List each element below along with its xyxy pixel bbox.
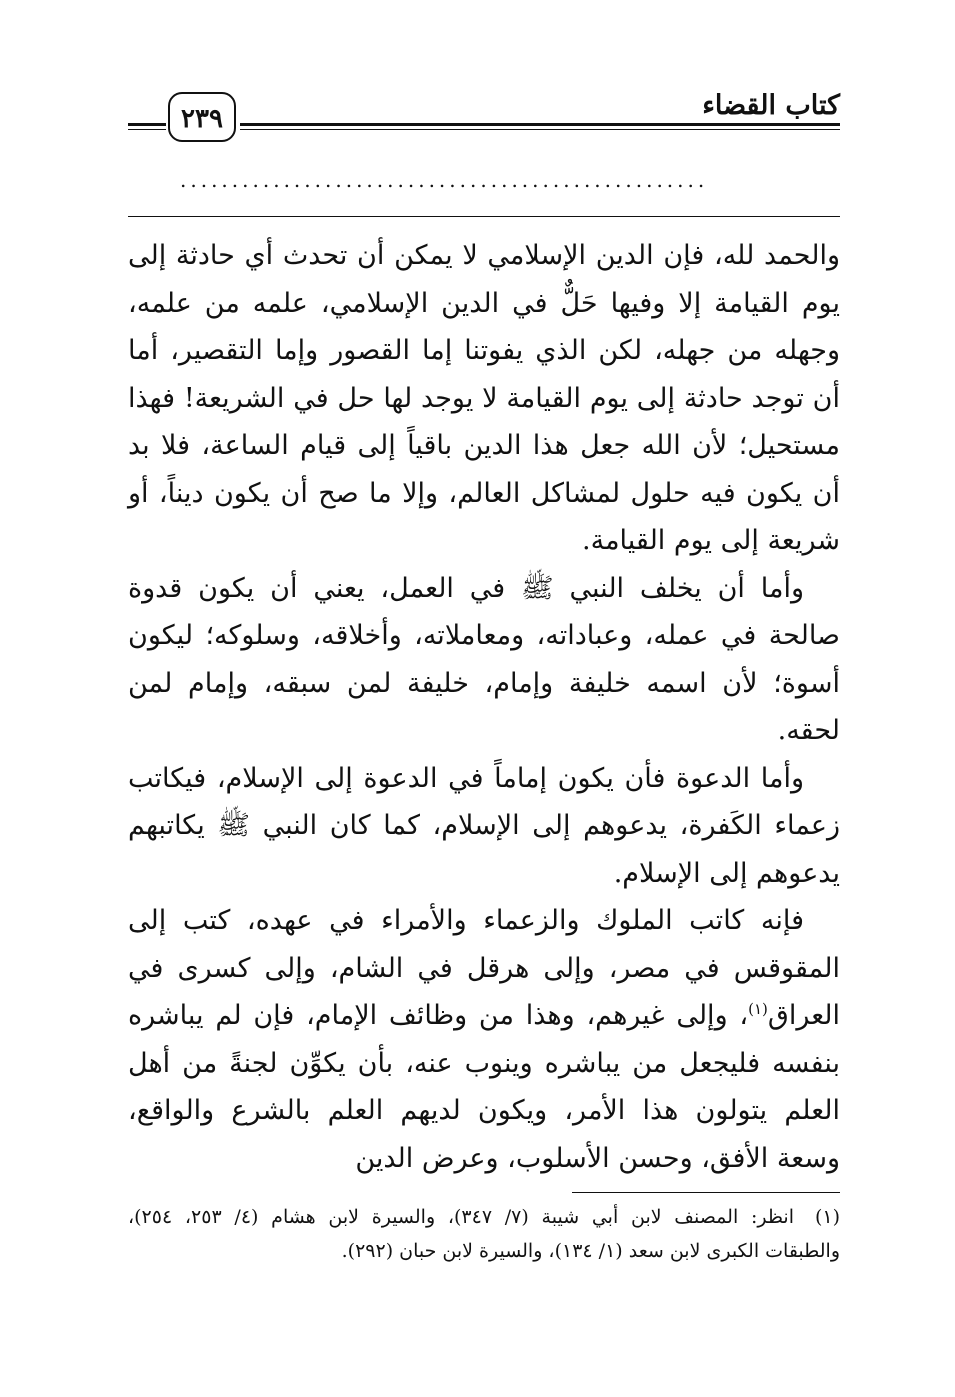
separator-dots: ................................................... — [180, 168, 709, 192]
header-rule-right — [240, 123, 840, 126]
top-rule — [128, 216, 840, 217]
header-rule-left-thin — [128, 129, 166, 130]
book-title: كتاب القضاء — [702, 90, 840, 121]
footnote-text: انظر: المصنف لابن أبي شيبة (٧/ ٣٤٧)، والسيرة لابن هشام (٤/ ٢٥٣، ٢٥٤)، والطبقات الكبرى لابن سعد (١/ ١٣٤)، والسيرة لابن حبان (٢٩٢). — [128, 1206, 840, 1262]
page-number: ٢٣٩ — [168, 92, 236, 142]
paragraph-text: ، وإلى غيرهم، وهذا من وظائف الإمام، فإن لم يباشره بنفسه فليجعل من يباشره وينوب عنه، بأن يكوِّن لجنةً من أهل العلم يتولون هذا الأمر، ويكون لديهم العلم بالشرع والواقع، وسعة الأفق، وحسن الأسلوب، وعرض الدين — [128, 1000, 840, 1174]
footnote-reference[interactable]: (١) — [748, 1000, 768, 1018]
footnotes — [128, 1200, 840, 1268]
paragraph: وأما أن يخلف النبي ﷺ في العمل، يعني أن يكون قدوة صالحة في عمله، وعباداته، ومعاملاته، وأخلاقه، وسلوكه؛ ليكون أسوة؛ لأن اسمه خليفة وإمام، خليفة لمن سبقه، وإمام لمن لحقه. — [128, 572, 840, 746]
paragraph — [128, 897, 840, 1182]
footnote-mark: (١) — [814, 1206, 840, 1228]
paragraph: وأما الدعوة فأن يكون إماماً في الدعوة إلى الإسلام، فيكاتب زعماء الكَفرة، يدعوهم إلى الإسلام، كما كان النبي ﷺ يكاتبهم يدعوهم إلى الإسلام. — [128, 762, 840, 889]
header-rule-right-thin — [240, 129, 840, 130]
footnote — [128, 1200, 840, 1268]
page-header — [128, 84, 840, 144]
header-rule-left — [128, 123, 166, 126]
main-text — [128, 232, 840, 1182]
footnote-rule — [572, 1192, 840, 1193]
paragraph: والحمد لله، فإن الدين الإسلامي لا يمكن أن تحدث أي حادثة إلى يوم القيامة إلا وفيها حَلٌّ في الدين الإسلامي، علمه من علمه، وجهله من جهله، لكن الذي يفوتنا إما القصور وإما التقصير، أما أن توجد حادثة إلى يوم القيامة لا يوجد لها حل في الشريعة! فهذا مستحيل؛ لأن الله جعل هذا الدين باقياً إلى قيام الساعة، فلا بد أن يكون فيه حلول لمشاكل العالم، وإلا ما صح أن يكون ديناً، أو شريعة إلى يوم القيامة. — [128, 240, 840, 556]
paragraph-text: فإنه كاتب الملوك والزعماء والأمراء في عهده، كتب إلى المقوقس في مصر، وإلى هرقل في الشام، وإلى كسرى في العراق — [128, 905, 840, 1031]
